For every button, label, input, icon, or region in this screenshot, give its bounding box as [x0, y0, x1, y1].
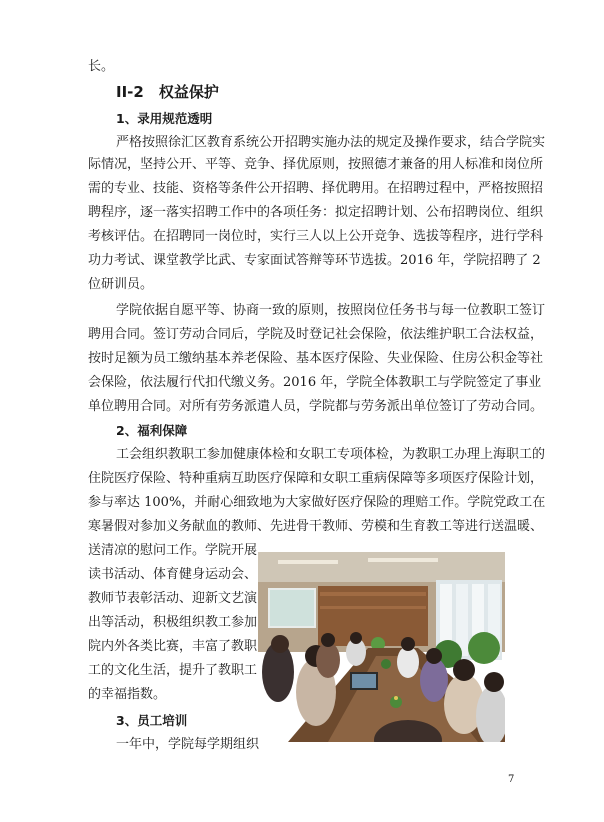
text-line-14: 住院医疗保险、特种重病互助医疗保障和女职工重病保障等多项医疗保险计划，: [88, 471, 544, 486]
text-line-2: 际情况，坚持公开、平等、竞争、择优原则，按照德才兼备的用人标准和岗位所: [88, 157, 544, 172]
text-line-21: 院内外各类比赛，丰富了教职: [88, 639, 258, 654]
text-line-19: 教师节表彰活动、迎新文艺演: [88, 591, 258, 606]
text-line-3: 需的专业、技能、资格等条件公开招聘、择优聘用。在招聘过程中，严格按照招: [88, 181, 544, 196]
text-line-10: 按时足额为员工缴纳基本养老保险、基本医疗保险、失业保险、住房公积金等社: [88, 351, 544, 366]
text-line-11: 会保险，依法履行代扣代缴义务。2016 年，学院全体教职工与学院签定了事业: [88, 375, 542, 390]
text-line-17: 送清凉的慰问工作。学院开展: [88, 543, 258, 558]
text-line-15: 参与率达 100%，并耐心细致地为大家做好医疗保险的理赔工作。学院党政工在: [88, 495, 546, 510]
text-line-24: 一年中，学院每学期组织: [116, 737, 260, 752]
meeting-photo: [258, 552, 505, 742]
text-line-9: 聘用合同。签订劳动合同后，学院及时登记社会保险，依法维护职工合法权益，: [88, 327, 544, 342]
text-line-18: 读书活动、体育健身运动会、: [88, 567, 258, 582]
text-line-6: 功力考试、课堂教学比武、专家面试答辩等环节选拔。2016 年，学院招聘了 2: [88, 253, 541, 268]
text-line-1: 严格按照徐汇区教育系统公开招聘实施办法的规定及操作要求，结合学院实: [116, 135, 546, 150]
text-line-4: 聘程序，逐一落实招聘工作中的各项任务：拟定招聘计划、公布招聘岗位、组织: [88, 205, 544, 220]
text-line-0: 长。: [88, 59, 115, 74]
text-line-16: 寒暑假对参加义务献血的教师、先进骨干教师、劳模和生育教工等进行送温暖、: [88, 519, 544, 534]
text-line-12: 单位聘用合同。对所有劳务派遣人员，学院都与劳务派出单位签订了劳动合同。: [88, 399, 544, 414]
text-line-7: 位研训员。: [88, 277, 154, 292]
text-line-5: 考核评估。在招聘同一岗位时，实行三人以上公开竞争、选拔等程序，进行学科: [88, 229, 544, 244]
text-line-20: 出等活动，积极组织教工参加: [88, 615, 258, 630]
text-line-22: 工的文化生活，提升了教职工: [88, 663, 258, 678]
page-number: 7: [508, 774, 515, 785]
section-heading: II-2 权益保护: [116, 83, 219, 101]
text-line-23: 的幸福指数。: [88, 687, 167, 702]
subsection-title-1: 1、录用规范透明: [116, 111, 213, 126]
subsection-title-3: 3、员工培训: [116, 713, 188, 728]
text-line-13: 工会组织教职工参加健康体检和女职工专项体检，为教职工办理上海职工的: [116, 447, 546, 462]
subsection-title-2: 2、福利保障: [116, 423, 188, 438]
text-line-8: 学院依据自愿平等、协商一致的原则，按照岗位任务书与每一位教职工签订: [116, 303, 546, 318]
